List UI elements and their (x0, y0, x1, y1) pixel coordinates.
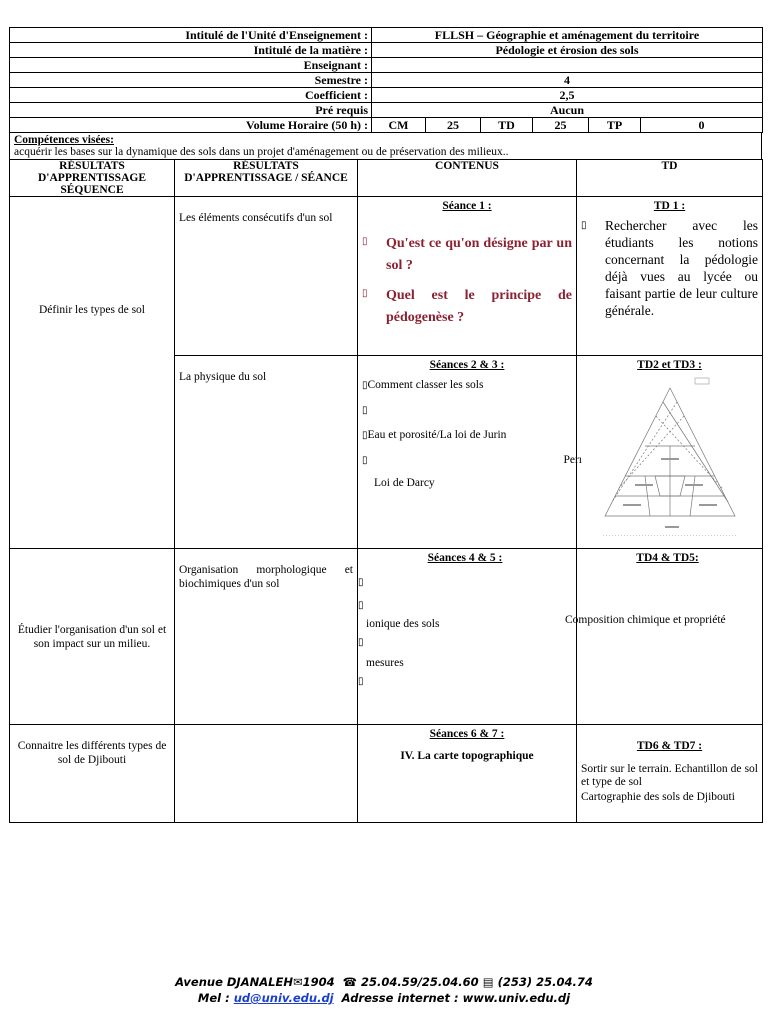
program-table (9, 159, 763, 823)
seance-cell (175, 197, 358, 356)
td-title: TD4 & TD5: (636, 552, 699, 564)
bullet-icon: ▯ (358, 577, 364, 588)
bullet-icon: ▯ (362, 380, 368, 391)
header-sequence: RÉSULTATS D'APPRENTISSAGE SÉQUENCE (10, 160, 175, 197)
content-overflow-text: Perı (563, 454, 582, 466)
footer-mel-label: Mel : (197, 991, 230, 1005)
td-title: TD 1 : (653, 200, 686, 212)
info-row-enseignant (10, 58, 763, 73)
question-text: Qu'est ce qu'on désigne par un sol ? (386, 236, 572, 273)
td-text: Cartographie des sols de Djibouti (581, 791, 735, 803)
seance-text: La physique du sol (179, 371, 267, 383)
sequence-text: Étudier l'organisation d'un sol et son impact sur un milieu. (17, 623, 167, 650)
info-row-matiere (10, 43, 763, 58)
phone-icon: ☎ (342, 975, 357, 989)
bullet-icon: ▯ (362, 430, 368, 441)
competences-text: acquérir les bases sur la dynamique des sols dans un projet d'aménagement ou de préservation des milieux.. (14, 146, 509, 158)
cm-hours: 25 (426, 118, 481, 133)
info-value: 4 (372, 73, 763, 88)
sequence-cell (10, 549, 175, 725)
sequence-text: Connaitre les différents types de sol de Djibouti (17, 740, 167, 766)
question-item (362, 233, 572, 277)
competences-cell (10, 133, 762, 160)
question-item (362, 285, 572, 329)
session-title: Séances 2 & 3 : (429, 359, 505, 371)
info-row-volume (10, 118, 763, 133)
td-title: TD6 & TD7 : (636, 740, 703, 752)
program-row-2 (10, 549, 763, 725)
content-item (362, 428, 572, 443)
td-cell (577, 197, 763, 356)
bullet-icon: ▯ (362, 236, 368, 247)
content-item (358, 598, 572, 613)
info-value: Aucun (372, 103, 763, 118)
info-value: Pédologie et érosion des sols (372, 43, 763, 58)
header-td: TD (577, 160, 763, 197)
footer-bp: 1904 (302, 975, 335, 989)
footer-web: Adresse internet : www.univ.edu.dj (341, 991, 571, 1005)
program-row-1a (10, 197, 763, 356)
info-label: Pré requis (10, 103, 372, 118)
competences-table (9, 132, 762, 160)
td-item (581, 217, 758, 319)
info-value: FLLSH – Géographie et aménagement du territoire (372, 28, 763, 43)
info-value (372, 58, 763, 73)
footer-address: Avenue DJANALEH (175, 975, 293, 989)
bullet-icon: ▯ (362, 405, 368, 416)
content-text: Comment classer les sols (367, 379, 484, 391)
td-text: Rechercher avec les étudiants les notions concernant la pédologie déjà vues au lycée ou faisant partie de leur culture générale. (605, 218, 758, 318)
program-row-3 (10, 725, 763, 823)
sequence-cell (10, 725, 175, 823)
tp-label: TP (589, 118, 641, 133)
course-info-table (9, 27, 763, 133)
info-label: Enseignant : (10, 58, 372, 73)
td-cell (577, 356, 763, 549)
contenus-cell (358, 549, 577, 725)
session-title: Séance 1 : (442, 200, 492, 212)
program-header-row (10, 160, 763, 197)
sequence-cell (10, 197, 175, 549)
session-title: Séances 6 & 7 : (429, 728, 505, 740)
footer-phones: 25.04.59/25.04.60 (360, 975, 479, 989)
tp-hours: 0 (641, 118, 763, 133)
volume-label: Volume Horaire (50 h) : (10, 118, 372, 133)
content-item (362, 378, 572, 393)
texture-triangle-icon (595, 376, 745, 536)
footer-fax: (253) 25.04.74 (497, 975, 593, 989)
content-text: Eau et porosité/La loi de Jurin (367, 429, 507, 441)
td-text: Composition chimique et propriété (565, 614, 726, 626)
cm-label: CM (372, 118, 426, 133)
content-text: Loi de Darcy (374, 477, 435, 489)
info-label: Intitulé de la matière : (10, 43, 372, 58)
td-text: Sortir sur le terrain. Echantillon de sol et type de sol (581, 763, 758, 788)
info-row-prerequis (10, 103, 763, 118)
question-text: Quel est le principe de pédogenèse ? (386, 288, 572, 325)
header-seance: RÉSULTATS D'APPRENTISSAGE / SÉANCE (175, 160, 358, 197)
contenus-cell (358, 725, 577, 823)
footer-line-2 (0, 991, 768, 1005)
info-row-coefficient (10, 88, 763, 103)
td-hours: 25 (533, 118, 589, 133)
content-text: mesures (366, 657, 404, 669)
bullet-icon: ▯ (358, 600, 364, 611)
seance-text: Organisation morphologique et biochimiques d'un sol (179, 564, 353, 590)
bullet-icon: ▯ (358, 676, 364, 687)
competences-title: Compétences visées: (14, 134, 114, 146)
bullet-icon: ▯ (581, 220, 587, 231)
seance-text: Les éléments consécutifs d'un sol (179, 212, 333, 224)
footer-line-1 (0, 975, 768, 989)
bullet-icon: ▯ (362, 455, 368, 466)
td-label: TD (481, 118, 533, 133)
content-item (358, 575, 572, 590)
contenus-cell (358, 356, 582, 549)
info-label: Coefficient : (10, 88, 372, 103)
content-item (362, 453, 582, 468)
seance-cell (175, 356, 358, 549)
content-text: ionique des sols (366, 618, 440, 630)
bullet-icon: ▯ (358, 637, 364, 648)
content-item (358, 635, 572, 650)
info-label: Intitulé de l'Unité d'Enseignement : (10, 28, 372, 43)
email-link[interactable]: ud@univ.edu.dj (233, 991, 334, 1005)
sequence-text: Définir les types de sol (38, 303, 146, 316)
mailbox-icon: ✉ (292, 975, 303, 989)
td-cell (577, 725, 763, 823)
content-text: IV. La carte topographique (400, 750, 534, 762)
header-contenus: CONTENUS (358, 160, 577, 197)
contenus-cell (358, 197, 577, 356)
fax-icon: ▤ (482, 975, 494, 989)
info-row-semestre (10, 73, 763, 88)
seance-cell (175, 549, 358, 725)
bullet-icon: ▯ (362, 288, 368, 299)
td-cell (565, 549, 763, 725)
texture-triangle-diagram (595, 376, 745, 536)
td-title: TD2 et TD3 : (637, 359, 702, 371)
info-label: Semestre : (10, 73, 372, 88)
content-item (362, 403, 572, 418)
content-item (358, 674, 572, 689)
info-value: 2,5 (372, 88, 763, 103)
session-title: Séances 4 & 5 : (427, 552, 503, 564)
course-syllabus (9, 27, 762, 823)
info-row-ue (10, 28, 763, 43)
seance-cell (175, 725, 358, 823)
